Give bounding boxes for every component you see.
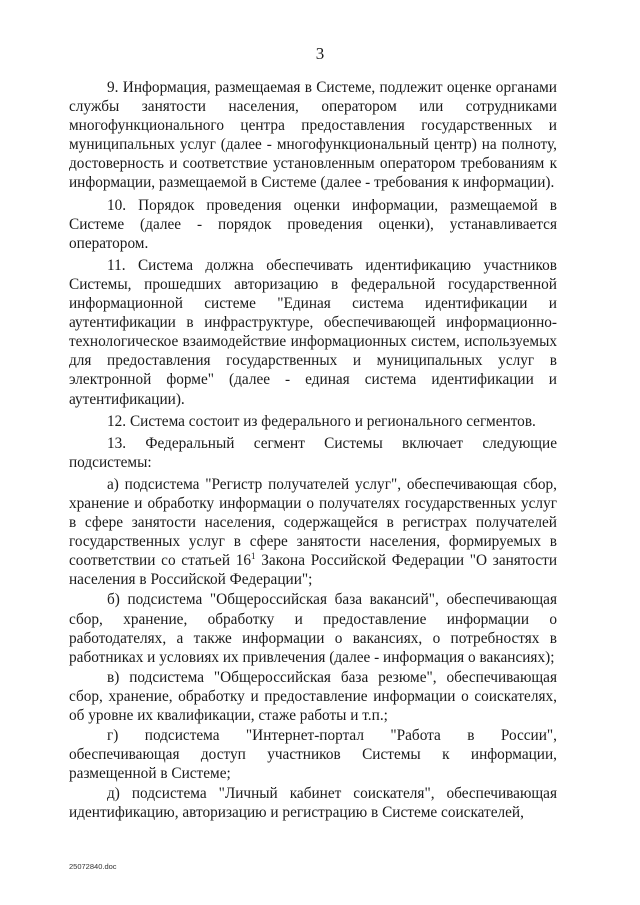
paragraph-13: 13. Федеральный сегмент Системы включает следующие подсистемы:	[69, 434, 557, 471]
subitem-a	[69, 475, 557, 590]
document-body	[69, 78, 557, 824]
subitem-b: б) подсистема "Общероссийская база вакансий", обеспечивающая сбор, хранение, обработку и предоставление информации о работодателях, а также информации о вакансиях, о потребностях в работниках и условиях их привлечения (далее - информация о вакансиях);	[69, 591, 557, 666]
footer-filename: 25072840.doc	[69, 862, 117, 871]
paragraph-10: 10. Порядок проведения оценки информации, размещаемой в Системе (далее - порядок проведения оценки), устанавливается оператором.	[69, 196, 557, 252]
subitem-a-text: а) подсистема "Регистр получателей услуг", обеспечивающая сбор, хранение и обработку информации о получателях государственных услуг в сфере занятости населения, содержащейся в регистрах получателей государственных услуг в сфере занятости населения, формируемых в соответствии со статьей 16	[69, 475, 557, 570]
paragraph-9: 9. Информация, размещаемая в Системе, подлежит оценке органами службы занятости населения, оператором или сотрудниками многофункционального центра предоставления государственных и муниципальных услуг (далее - многофункциональный центр) на полноту, достоверность и соответствие установленным оператором требованиям к информации, размещаемой в Системе (далее - требования к информации).	[69, 79, 557, 192]
page-number: 3	[315, 44, 325, 63]
paragraph-12: 12. Система состоит из федерального и регионального сегментов.	[107, 412, 536, 430]
subitem-d: д) подсистема "Личный кабинет соискателя", обеспечивающая идентификацию, авторизацию и регистрацию в Системе соискателей,	[69, 785, 557, 822]
subitem-a-text-end: Закона Российской Федерации "О занятости населения в Российской Федерации";	[69, 552, 558, 589]
article-superscript: 1	[251, 551, 256, 562]
subitem-g: г) подсистема "Интернет-портал "Работа в России", обеспечивающая доступ участников Системы к информации, размещенной в Системе;	[69, 727, 557, 783]
subitem-v: в) подсистема "Общероссийская база резюме", обеспечивающая сбор, хранение, обработку и предоставление информации о соискателях, об уровне их квалификации, стаже работы и т.п.;	[69, 668, 557, 724]
paragraph-11: 11. Система должна обеспечивать идентификацию участников Системы, прошедших авторизацию в федеральной государственной информационной системе "Единая система идентификации и аутентификации в инфраструктуре, обеспечивающей информационно-технологическое взаимодействие информационных систем, используемых для предоставления государственных и муниципальных услуг в электронной форме" (далее - единая система идентификации и аутентификации).	[69, 256, 557, 408]
